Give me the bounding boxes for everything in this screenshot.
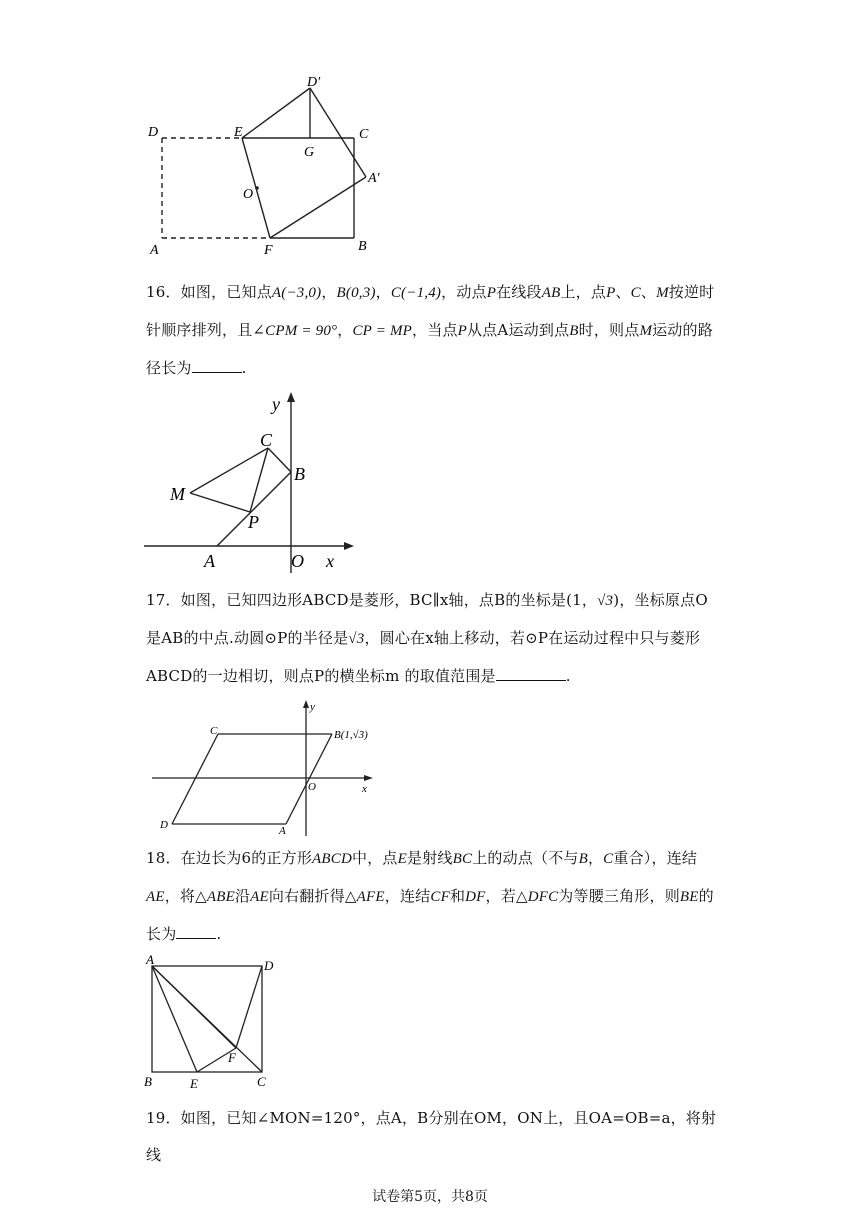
label-y: y bbox=[272, 394, 280, 414]
question-19 bbox=[146, 1100, 720, 1174]
q18-text: 为等腰三角形，则 bbox=[558, 887, 680, 905]
q18-math: E bbox=[397, 851, 407, 867]
q16-text: 上，点 bbox=[560, 283, 607, 301]
q18-math: CF bbox=[430, 889, 450, 905]
label-d: D bbox=[160, 819, 168, 831]
label-b: B bbox=[144, 1074, 152, 1089]
q16-math: C bbox=[630, 285, 641, 301]
q16-point-b: B(0,3) bbox=[336, 285, 376, 301]
question-17 bbox=[146, 582, 720, 695]
q18-text: 18．在边长为6的正方形 bbox=[146, 849, 313, 867]
question-16: 16．如图，已知点A(−3,0)，B(0,3)，C(−1,4)，动点P在线段AB上，点P、C、M按逆时针顺序排列，且∠CPM = 90°，CP = MP，当点P从点A运动到点B时，则点M运动的路径长为 . bbox=[146, 283, 715, 377]
q18-math: DFC bbox=[527, 889, 559, 905]
q16-point-a: A(−3,0) bbox=[271, 285, 322, 301]
answer-blank-16[interactable] bbox=[192, 358, 242, 373]
label-o: O bbox=[291, 551, 304, 571]
q18-text: 上的动点（不与 bbox=[472, 849, 579, 867]
q18-math: DF bbox=[465, 889, 486, 905]
q18-math: AE bbox=[146, 889, 165, 905]
figure-q18 bbox=[142, 950, 282, 1092]
q16-text: ，动点 bbox=[441, 283, 487, 301]
label-a: A bbox=[204, 551, 215, 571]
label-x: x bbox=[326, 551, 334, 571]
label-a: A bbox=[146, 952, 154, 967]
figure-q17 bbox=[146, 698, 396, 838]
q16-text: 按逆时针顺序排列，且 bbox=[146, 283, 715, 339]
label-a: A bbox=[279, 825, 286, 837]
q18-text: 的长为 bbox=[146, 887, 714, 943]
q18-math: C bbox=[603, 851, 614, 867]
label-o: O bbox=[308, 781, 316, 793]
q16-angle: ∠CPM = 90° bbox=[252, 323, 338, 339]
q18-math: BE bbox=[679, 889, 699, 905]
label-p: P bbox=[248, 512, 259, 532]
q18-text: 重合），连结 bbox=[613, 849, 698, 867]
q16-math: M bbox=[639, 323, 653, 339]
q16-text: ，当点 bbox=[412, 321, 458, 339]
q17-sqrt3: √3 bbox=[597, 593, 614, 609]
q17-text: 17．如图，已知四边形ABCD是菱形，BC∥x轴，点B的坐标是(1， bbox=[146, 591, 598, 609]
q16-math: P bbox=[457, 323, 468, 339]
label-b: B(1,√3) bbox=[334, 729, 368, 741]
label-a: A bbox=[150, 243, 159, 258]
label-c: C bbox=[210, 725, 218, 737]
label-d-prime: D′ bbox=[307, 75, 321, 90]
q18-math: AFE bbox=[356, 889, 385, 905]
q17-sqrt3: √3 bbox=[348, 631, 365, 647]
q18-end: . bbox=[216, 925, 222, 943]
label-f: F bbox=[264, 243, 273, 258]
q18-text: ， bbox=[587, 849, 604, 867]
q18-text: 中，点 bbox=[352, 849, 398, 867]
q16-math: AB bbox=[541, 285, 561, 301]
q18-text: 向右翻折得△ bbox=[268, 887, 357, 905]
q16-math: P bbox=[486, 285, 497, 301]
q17-end: . bbox=[565, 667, 571, 685]
q18-text: ，将△ bbox=[164, 887, 207, 905]
q16-text: 从点A运动到点 bbox=[467, 321, 570, 339]
figure-q16 bbox=[140, 390, 370, 575]
q16-text: 在线段 bbox=[496, 283, 542, 301]
q16-math: B bbox=[569, 323, 579, 339]
label-g: G bbox=[304, 145, 315, 160]
q16-equation: CP = MP bbox=[352, 323, 413, 339]
q18-text: 是射线 bbox=[407, 849, 453, 867]
label-d: D bbox=[264, 958, 274, 973]
q18-math: B bbox=[578, 851, 588, 867]
q16-text: 时，则点 bbox=[578, 321, 640, 339]
label-e: E bbox=[190, 1076, 198, 1091]
label-e: E bbox=[234, 125, 243, 140]
label-c: C bbox=[260, 430, 273, 450]
label-c: C bbox=[257, 1074, 266, 1089]
q16-text: 、 bbox=[615, 283, 631, 301]
label-y: y bbox=[310, 701, 315, 713]
label-m: M bbox=[170, 484, 185, 504]
q16-text: 、 bbox=[640, 283, 657, 301]
label-b: B bbox=[358, 239, 367, 254]
q17-text: ，圆心在x轴上移动，若⊙P在运动过程中只与菱形ABCD的一边相切，则点P的横坐标m 的取值范围是 bbox=[146, 629, 701, 685]
q18-math: ABCD bbox=[312, 851, 353, 867]
q18-text: 沿 bbox=[234, 887, 251, 905]
answer-blank-17[interactable] bbox=[496, 666, 566, 681]
q18-math: ABE bbox=[206, 889, 235, 905]
q18-text: 和 bbox=[449, 887, 466, 905]
q16-point-c: C(−1,4) bbox=[390, 285, 442, 301]
q17-text: )，坐标原点O是AB的中点.动圆⊙P的半径是 bbox=[146, 591, 708, 647]
q19-text: 19．如图，已知∠MON=120°，点A，B分别在OM，ON上，且OA=OB=a，将射线 bbox=[146, 1109, 717, 1164]
q16-num: 16．如图，已知点 bbox=[146, 283, 272, 301]
q18-text: ，若△ bbox=[485, 887, 528, 905]
label-o: O bbox=[243, 187, 254, 202]
q18-math: BC bbox=[452, 851, 473, 867]
label-c: C bbox=[359, 127, 369, 142]
page-footer: 试卷第5页，共8页 bbox=[372, 1189, 488, 1205]
q16-math: P bbox=[606, 285, 616, 301]
label-d: D bbox=[148, 125, 159, 140]
q18-math: AE bbox=[250, 889, 269, 905]
label-f: F bbox=[228, 1050, 236, 1065]
q18-text: ，连结 bbox=[384, 887, 431, 905]
label-b: B bbox=[294, 464, 305, 484]
question-18 bbox=[146, 840, 720, 953]
label-x: x bbox=[362, 783, 367, 795]
label-a-prime: A′ bbox=[368, 171, 380, 186]
q16-end: . bbox=[241, 359, 247, 377]
q16-text: ， bbox=[337, 321, 353, 339]
q16-text: 运动的路径长为 bbox=[146, 321, 713, 377]
answer-blank-18[interactable] bbox=[176, 924, 216, 939]
figure-q15 bbox=[140, 74, 390, 260]
q16-math: M bbox=[656, 285, 669, 301]
